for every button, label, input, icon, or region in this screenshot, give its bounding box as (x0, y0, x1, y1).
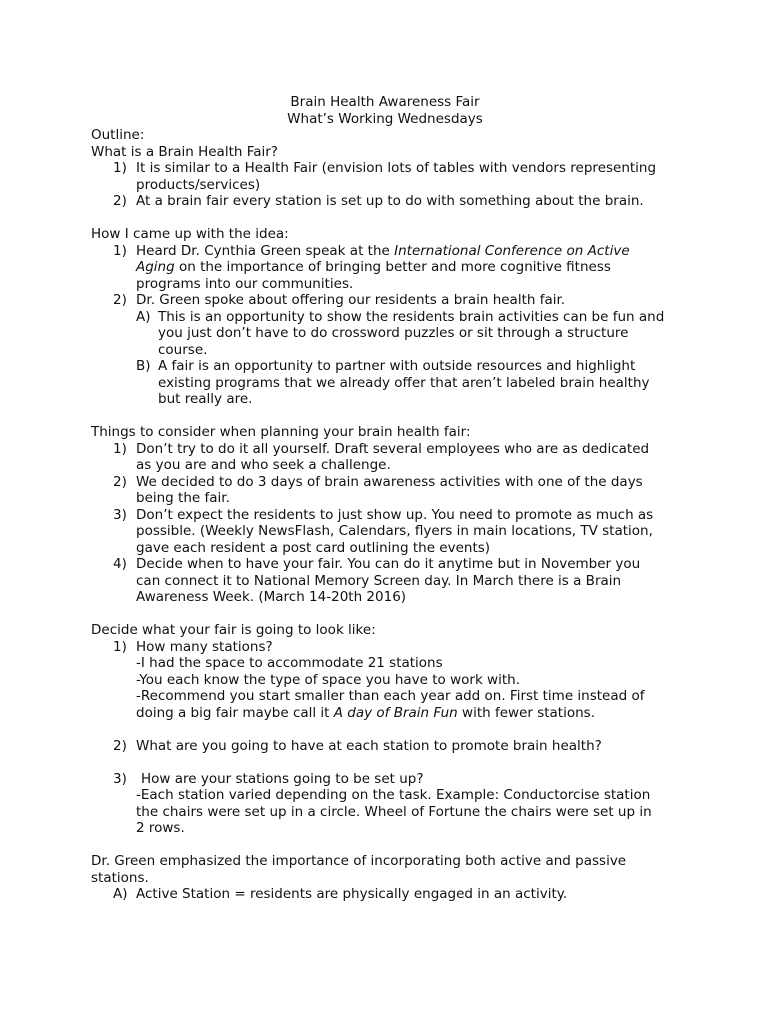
list-item-text: products/services) (136, 176, 261, 193)
list-letter: A) (113, 886, 128, 902)
list-number: 2) (113, 292, 127, 308)
section-heading-consider: Things to consider when planning your brain health fair: (91, 424, 471, 440)
list-item-text: -Each station varied depending on the task. Example: Conductorcise station (136, 787, 651, 803)
list-item-text: Heard Dr. Cynthia Green speak at the International Conference on Active (136, 242, 630, 259)
list-number: 1) (113, 160, 127, 176)
list-item-text: but really are. (158, 391, 253, 407)
document-title: Brain Health Awareness Fair (290, 94, 480, 110)
list-item-text: programs into our communities. (136, 275, 354, 292)
list-item-text: possible. (Weekly NewsFlash, Calendars, flyers in main locations, TV station, (136, 523, 653, 539)
list-number: 3) (113, 770, 127, 787)
list-number: 2) (113, 193, 127, 209)
paragraph-text: Dr. Green emphasized the importance of incorporating both active and passive (91, 853, 627, 869)
list-item-text: We decided to do 3 days of brain awareness activities with one of the days (136, 473, 643, 490)
paragraph-text: stations. (91, 869, 149, 886)
list-item-text: Dr. Green spoke about offering our residents a brain health fair. (136, 292, 566, 308)
outline-label: Outline: (91, 127, 145, 143)
list-number: 1) (113, 638, 127, 655)
list-item-text: gave each resident a post card outlining the events) (136, 539, 491, 556)
list-item-text: Active Station = residents are physically engaged in an activity. (136, 886, 568, 902)
list-item-text: the chairs were set up in a circle. Wheel of Fortune the chairs were set up in (136, 803, 652, 820)
list-item-text: 2 rows. (136, 820, 185, 836)
list-item-text: -Recommend you start smaller than each year add on. First time instead of (136, 688, 645, 704)
list-number: 3) (113, 506, 127, 523)
list-item-text: being the fair. (136, 490, 230, 506)
section-heading-look: Decide what your fair is going to look like: (91, 622, 376, 638)
list-item-text: How are your stations going to be set up? (141, 770, 424, 787)
list-number: 1) (113, 440, 127, 457)
document-subtitle: What’s Working Wednesdays (287, 110, 483, 127)
list-item-text: Aging on the importance of bringing better and more cognitive fitness (136, 259, 611, 275)
list-item-text: as you are and who seek a challenge. (136, 457, 391, 473)
list-item-text: existing programs that we already offer that aren’t labeled brain healthy (158, 374, 650, 391)
list-item-text: It is similar to a Health Fair (envision lots of tables with vendors representing (136, 160, 657, 176)
list-number: 2) (113, 737, 127, 754)
list-item-text: Decide when to have your fair. You can do it anytime but in November you (136, 556, 641, 572)
list-item-text: you just don’t have to do crossword puzzles or sit through a structure (158, 325, 629, 341)
list-item-text: This is an opportunity to show the residents brain activities can be fun and (158, 308, 665, 325)
list-number: 4) (113, 556, 127, 572)
list-number: 2) (113, 473, 127, 490)
list-item-text: Don’t try to do it all yourself. Draft several employees who are as dedicated (136, 440, 650, 457)
list-number: 1) (113, 242, 127, 259)
list-item-text: At a brain fair every station is set up to do with something about the brain. (136, 193, 644, 209)
section-heading-what-is: What is a Brain Health Fair? (91, 143, 278, 160)
list-item-text: Awareness Week. (March 14-20th 2016) (136, 589, 407, 605)
list-item-text: Don’t expect the residents to just show up. You need to promote as much as (136, 506, 654, 523)
list-item-text: A fair is an opportunity to partner with outside resources and highlight (158, 358, 636, 374)
list-letter: A) (136, 308, 151, 325)
list-item-text: -I had the space to accommodate 21 stations (136, 655, 443, 671)
list-letter: B) (136, 358, 151, 374)
list-item-text: How many stations? (136, 638, 273, 655)
list-item-text: What are you going to have at each station to promote brain health? (136, 737, 602, 754)
section-heading-idea: How I came up with the idea: (91, 226, 289, 242)
list-item-text: can connect it to National Memory Screen day. In March there is a Brain (136, 572, 622, 589)
list-item-text: -You each know the type of space you have to work with. (136, 671, 520, 688)
list-item-text: doing a big fair maybe call it A day of Brain Fun with fewer stations. (136, 704, 595, 721)
list-item-text: course. (158, 341, 208, 358)
